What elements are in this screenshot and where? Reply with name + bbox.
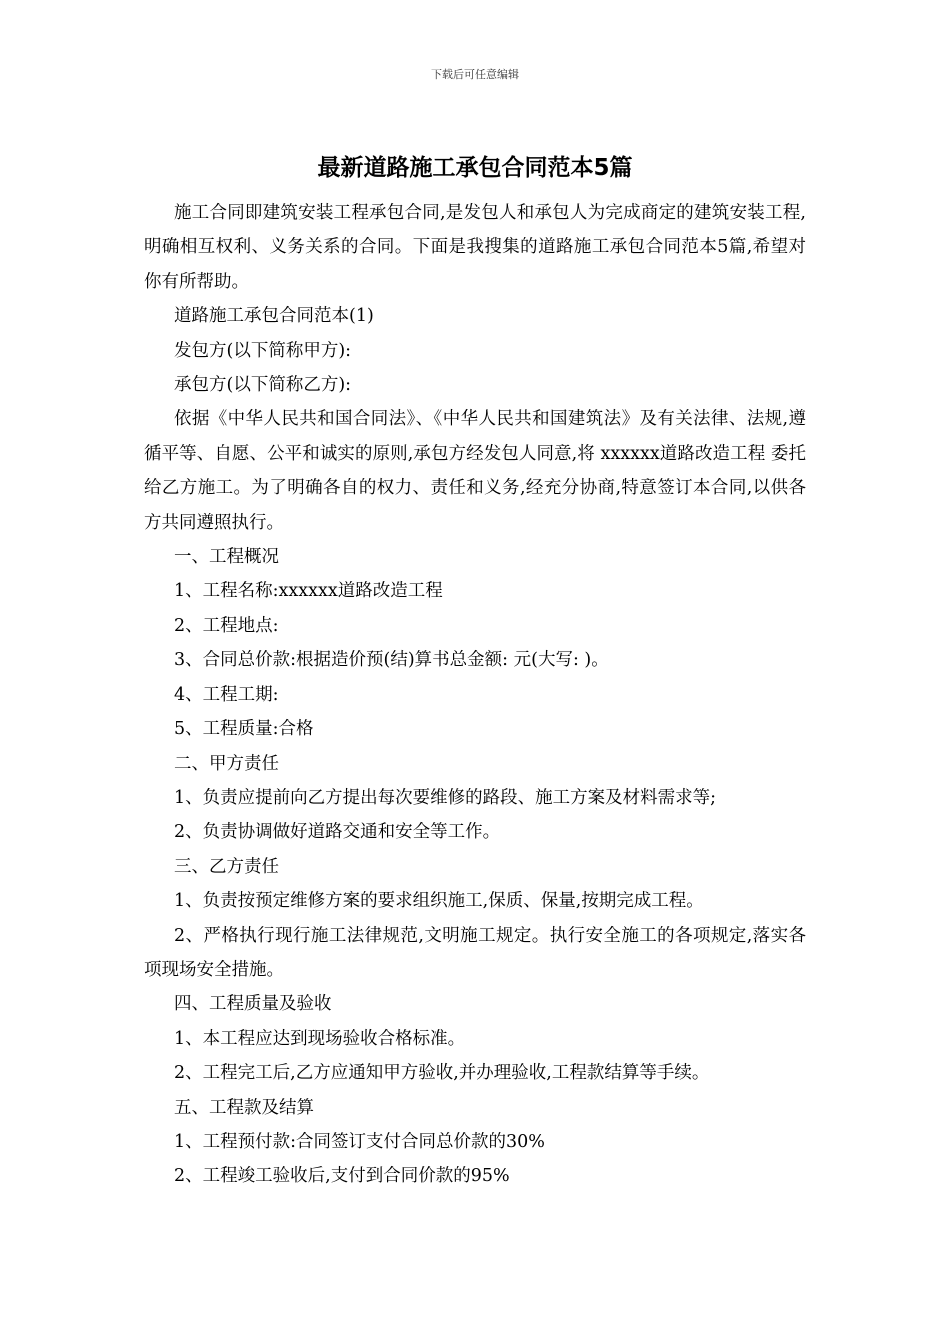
section-heading-party-a-duties: 二、甲方责任	[174, 753, 279, 774]
section-heading-overview: 一、工程概况	[174, 547, 279, 568]
paragraph-sample-heading: 道路施工承包合同范本(1)	[174, 306, 374, 327]
list-item: 5、工程质量:合格	[174, 719, 314, 740]
paragraph-intro: 施工合同即建筑安装工程承包合同,是发包人和承包人为完成商定的建筑安装工程,明确相互权利、义务关系的合同。下面是我搜集的道路施工承包合同范本5篇,希望对你有所帮助。	[144, 203, 806, 292]
section-heading-payment: 五、工程款及结算	[174, 1097, 314, 1118]
list-item: 2、严格执行现行施工法律规范,文明施工规定。执行安全施工的各项规定,落实各项现场安全措施。	[144, 925, 806, 980]
list-item: 2、工程地点:	[174, 615, 279, 636]
document-body	[144, 196, 806, 1194]
list-item: 2、负责协调做好道路交通和安全等工作。	[174, 822, 501, 843]
list-item: 1、负责按预定维修方案的要求组织施工,保质、保量,按期完成工程。	[174, 891, 704, 912]
list-item: 3、合同总价款:根据造价预(结)算书总金额: 元(大写: )。	[174, 650, 609, 671]
list-item: 2、工程完工后,乙方应通知甲方验收,并办理验收,工程款结算等手续。	[174, 1063, 710, 1084]
list-item: 1、负责应提前向乙方提出每次要维修的路段、施工方案及材料需求等;	[174, 787, 717, 808]
section-heading-quality: 四、工程质量及验收	[174, 994, 332, 1015]
section-heading-party-b-duties: 三、乙方责任	[174, 856, 279, 877]
list-item: 1、本工程应达到现场验收合格标准。	[174, 1028, 466, 1049]
paragraph-basis: 依据《中华人民共和国合同法》、《中华人民共和国建筑法》及有关法律、法规,遵循平等、自愿、公平和诚实的原则,承包方经发包人同意,将 xxxxxx道路改造工程 委托给乙方施工。为了明确各自的权力、责任和义务,经充分协商,特意签订本合同,以供各方共同遵照执行。	[144, 409, 806, 533]
list-item: 1、工程名称:xxxxxx道路改造工程	[174, 581, 443, 602]
list-item: 1、工程预付款:合同签订支付合同总价款的30%	[174, 1131, 545, 1152]
paragraph-party-b: 承包方(以下简称乙方):	[174, 375, 352, 396]
document-title: 最新道路施工承包合同范本5篇	[317, 155, 633, 181]
list-item: 4、工程工期:	[174, 684, 279, 705]
header-note: 下载后可任意编辑	[431, 68, 519, 81]
paragraph-party-a: 发包方(以下简称甲方):	[174, 340, 352, 361]
list-item: 2、工程竣工验收后,支付到合同价款的95%	[174, 1166, 510, 1187]
